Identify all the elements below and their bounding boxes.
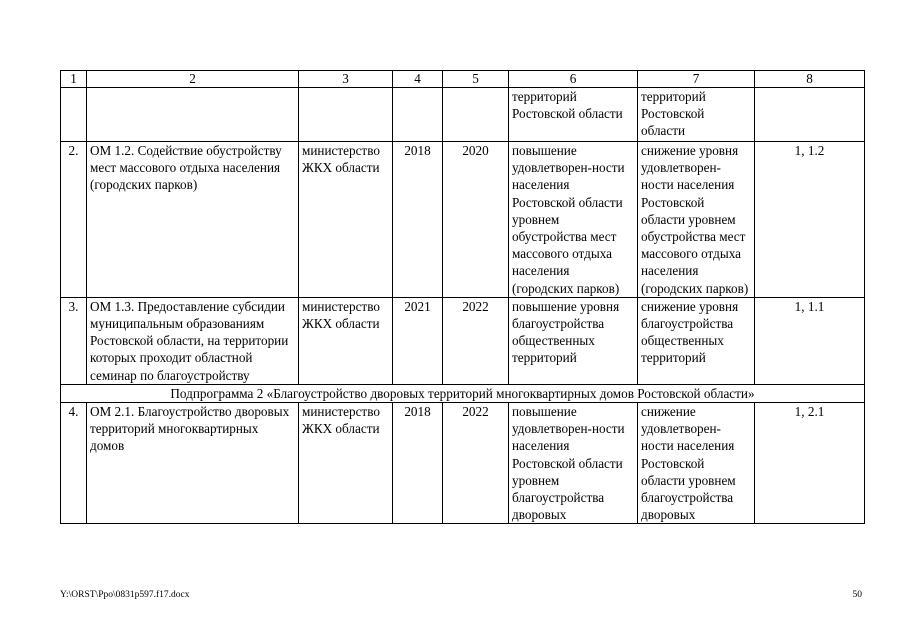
table-header-row — [61, 71, 865, 88]
row-number: 4. — [61, 403, 87, 524]
expected-result: повышение удовлетворен-ности населения Ростовской области уровнем благоустройства дворовых — [509, 403, 638, 524]
table-row — [61, 297, 865, 384]
expected-result: территорий Ростовской области — [509, 88, 638, 142]
row-number: 3. — [61, 297, 87, 384]
subprogram-title: Подпрограмма 2 «Благоустройство дворовых территорий многоквартирных домов Ростовской области» — [61, 384, 865, 402]
consequences: снижение удовлетворен-ности населения Ростовской области уровнем благоустройства дворовых — [638, 403, 755, 524]
expected-result: повышение уровня благоустройства общественных территорий — [509, 297, 638, 384]
indicator-link: 1, 1.1 — [755, 297, 865, 384]
page-number: 50 — [852, 590, 862, 600]
table-row — [61, 88, 865, 142]
end-year: 2022 — [443, 403, 509, 524]
header-cell: 6 — [509, 71, 638, 88]
executor: министерство ЖКХ области — [299, 403, 393, 524]
header-cell: 1 — [61, 71, 87, 88]
header-cell: 4 — [393, 71, 443, 88]
event-name: ОМ 1.3. Предоставление субсидии муниципальным образованиям Ростовской области, на территории которых проходит областной семинар по благоустройству — [87, 297, 299, 384]
end-year — [443, 88, 509, 142]
expected-result: повышение удовлетворен-ности населения Ростовской области уровнем обустройства мест массового отдыха населения (городских парков) — [509, 142, 638, 298]
consequences: снижение уровня удовлетворен-ности населения Ростовской области уровнем обустройства мест массового отдыха населения (городских парков) — [638, 142, 755, 298]
event-name: ОМ 2.1. Благоустройство дворовых территорий многоквартирных домов — [87, 403, 299, 524]
header-cell: 7 — [638, 71, 755, 88]
event-name — [87, 88, 299, 142]
start-year: 2018 — [393, 403, 443, 524]
executor — [299, 88, 393, 142]
consequences: снижение уровня благоустройства общественных территорий — [638, 297, 755, 384]
program-table — [60, 70, 865, 524]
file-path: Y:\ORST\Ppo\0831p597.f17.docx — [60, 590, 190, 600]
end-year: 2020 — [443, 142, 509, 298]
header-cell: 8 — [755, 71, 865, 88]
event-name: ОМ 1.2. Содействие обустройству мест массового отдыха населения (городских парков) — [87, 142, 299, 298]
header-cell: 5 — [443, 71, 509, 88]
executor: министерство ЖКХ области — [299, 142, 393, 298]
indicator-link — [755, 88, 865, 142]
row-number — [61, 88, 87, 142]
row-number: 2. — [61, 142, 87, 298]
start-year — [393, 88, 443, 142]
indicator-link: 1, 2.1 — [755, 403, 865, 524]
executor: министерство ЖКХ области — [299, 297, 393, 384]
end-year: 2022 — [443, 297, 509, 384]
table-row — [61, 403, 865, 524]
table-row — [61, 142, 865, 298]
header-cell: 2 — [87, 71, 299, 88]
start-year: 2018 — [393, 142, 443, 298]
consequences: территорий Ростовской области — [638, 88, 755, 142]
start-year: 2021 — [393, 297, 443, 384]
subprogram-row — [61, 384, 865, 402]
header-cell: 3 — [299, 71, 393, 88]
indicator-link: 1, 1.2 — [755, 142, 865, 298]
